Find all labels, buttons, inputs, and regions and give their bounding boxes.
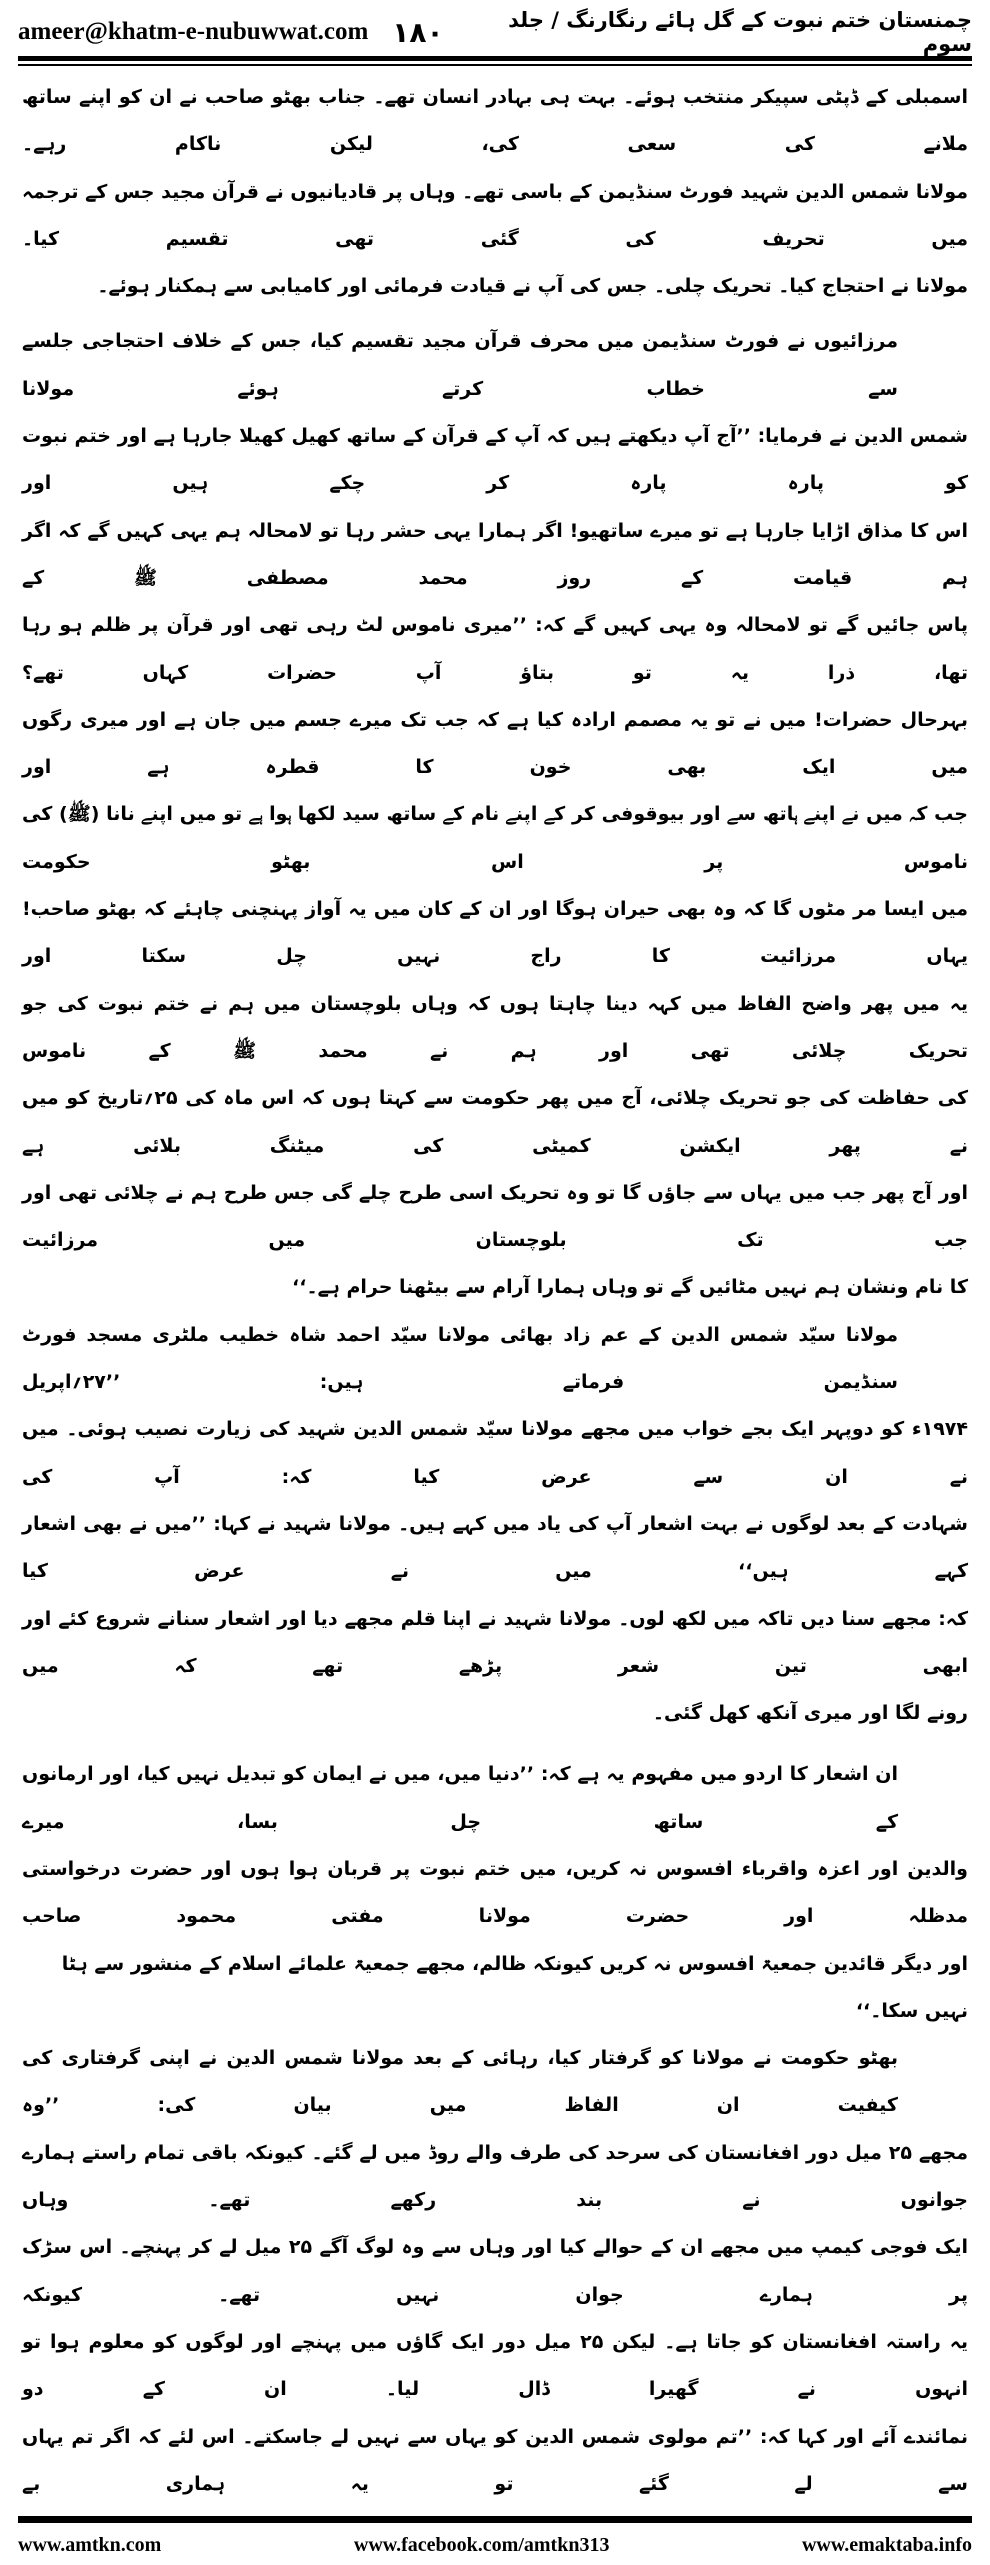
text-line: اسمبلی کے ڈپٹی سپیکر منتخب ہوئے۔ بہت ہی بہادر انسان تھے۔ جناب بھٹو صاحب نے ان کو اپنے ساتھ ملانے کی سعی کی، لیکن ناکام رہے۔ bbox=[22, 86, 968, 156]
text-line: اور دیگر قائدین جمعیۃ افسوس نہ کریں کیونکہ ظالم، مجھے جمعیۃ علمائے اسلام کے منشور سے ہٹا نہیں سکا۔‘‘ bbox=[61, 1952, 968, 2022]
text-line: کا نام ونشان ہم نہیں مٹائیں گے تو وہاں ہمارا آرام سے بیٹھنا حرام ہے۔‘‘ bbox=[292, 1276, 968, 1299]
text-line: مولانا نے احتجاج کیا۔ تحریک چلی۔ جس کی آپ نے قیادت فرمائی اور کامیابی سے ہمکنار ہوئے۔ bbox=[97, 275, 968, 298]
text-line: جب کہ میں نے اپنے ہاتھ سے اور بیوقوفی کر کے اپنے نام کے ساتھ سید لکھا ہوا ہے تو میں اپنے نانا (ﷺ) کی ناموس پر اس بھٹو حکومت bbox=[22, 803, 968, 873]
text-line: کی حفاظت کی جو تحریک چلائی، آج میں پھر حکومت سے کہتا ہوں کہ اس ماہ کی ۲۵؍تاریخ کو میں نے پھر ایکشن کمیٹی کی میٹنگ بلائی ہے bbox=[22, 1087, 968, 1157]
text-line: نمائندے آئے اور کہا کہ: ’’تم مولوی شمس الدین کو یہاں سے نہیں لے جاسکتے۔ اس لئے کہ اگر تم یہاں سے لے گئے تو یہ ہماری بے bbox=[22, 2425, 968, 2495]
text-line: اور آج پھر جب میں یہاں سے جاؤں گا تو وہ تحریک اسی طرح چلے گی جس طرح ہم نے چلائی تھی اور جب تک بلوچستان میں مرزائیت bbox=[22, 1181, 968, 1252]
text-line: مولانا سیّد شمس الدین کے عم زاد بھائی مولانا سیّد احمد شاہ خطیب ملٹری مسجد فورٹ سنڈیمن فرماتے ہیں: ’’۲۷؍اپریل bbox=[22, 1323, 898, 1394]
footer-link-facebook[interactable]: www.facebook.com/amtkn313 bbox=[353, 2533, 610, 2556]
header-rule-thick bbox=[18, 56, 972, 61]
text-line: مولانا شمس الدین شہید فورٹ سنڈیمن کے باسی تھے۔ وہاں پر قادیانیوں نے قرآن مجید جس کے ترجمہ میں تحریف کی گئی تھی تقسیم کیا۔ bbox=[22, 180, 968, 250]
footer-link-emaktaba[interactable]: www.emaktaba.info bbox=[801, 2533, 972, 2556]
page-footer bbox=[18, 2531, 972, 2559]
text-line: ان اشعار کا اردو میں مفہوم یہ ہے کہ: ’’دنیا میں، میں نے ایمان کو تبدیل نہیں کیا، اور ارمانوں کے ساتھ چل بسا، میرے bbox=[22, 1763, 898, 1833]
text-line: اس کا مذاق اڑایا جارہا ہے تو میرے ساتھیو! اگر ہمارا یہی حشر رہا تو لامحالہ ہم یہی کہیں گے کہ اگر ہم قیامت کے روز محمد مصطفی ﷺ کے bbox=[22, 519, 968, 589]
text-line: والدین اور اعزہ واقرباء افسوس نہ کریں، میں ختم نبوت پر قربان ہوا ہوں اور حضرت درخواستی مدظلہ اور حضرت مولانا مفتی محمود صاحب bbox=[22, 1857, 968, 1928]
book-title: چمنستان ختم نبوت کے گل ہائے رنگارنگ / جلد سوم bbox=[508, 8, 972, 56]
text-line: پاس جائیں گے تو لامحالہ وہ یہی کہیں گے کہ: ’’میری ناموس لٹ رہی تھی اور قرآن پر ظلم ہو رہا تھا، ذرا یہ تو بتاؤ آپ حضرات کہاں تھے؟ bbox=[22, 614, 968, 684]
header-email: ameer@khatm-e-nubuwwat.com bbox=[18, 18, 369, 45]
text-line: یہ راستہ افغانستان کو جاتا ہے۔ لیکن ۲۵ میل دور ایک گاؤں میں پہنچے اور لوگوں کو معلوم ہوا تو انہوں نے گھیرا ڈال لیا۔ ان کے دو bbox=[22, 2330, 969, 2401]
text-line: یہ میں پھر واضح الفاظ میں کہہ دینا چاہتا ہوں کہ وہاں بلوچستان میں ہم نے ختم نبوت کی جو تحریک چلائی تھی اور ہم نے محمد ﷺ کے ناموس bbox=[22, 992, 968, 1062]
text-line: ۱۹۷۴ء کو دوپہر ایک بجے خواب میں مجھے مولانا سیّد شمس الدین شہید کی زیارت نصیب ہوئی۔ میں نے ان سے عرض کیا کہ: آپ کی bbox=[22, 1418, 968, 1488]
page-number: ۱۸۰ bbox=[392, 15, 444, 49]
text-line: کہ: مجھے سنا دیں تاکہ میں لکھ لوں۔ مولانا شہید نے اپنا قلم مجھے دیا اور اشعار سنانے شروع کئے اور ابھی تین شعر پڑھے تھے کہ میں bbox=[22, 1607, 968, 1677]
footer-link-amtkn[interactable]: www.amtkn.com bbox=[18, 2533, 162, 2556]
text-line: بھٹو حکومت نے مولانا کو گرفتار کیا، رہائی کے بعد مولانا شمس الدین نے اپنی گرفتاری کی کیفیت ان الفاظ میں بیان کی: ’’وہ bbox=[22, 2047, 898, 2117]
header-rule-thin bbox=[18, 64, 972, 66]
page-header bbox=[18, 8, 972, 56]
text-line: مرزائیوں نے فورٹ سنڈیمن میں محرف قرآن مجید تقسیم کیا، جس کے خلاف احتجاجی جلسے سے خطاب کرتے ہوئے مولانا bbox=[22, 330, 898, 400]
footer-rule bbox=[18, 2516, 972, 2523]
page-body bbox=[18, 74, 972, 2508]
text-line: ایک فوجی کیمپ میں مجھے ان کے حوالے کیا اور وہاں سے وہ لوگ آگے ۲۵ میل لے کر پہنچے۔ اس سڑک پر ہمارے جوان نہیں تھے۔ کیونکہ bbox=[22, 2236, 968, 2306]
text-line: شمس الدین نے فرمایا: ’’آج آپ دیکھتے ہیں کہ آپ کے قرآن کے ساتھ کھیل کھیلا جارہا ہے اور ختم نبوت کو پارہ پارہ کر چکے ہیں اور bbox=[22, 425, 968, 495]
text-line: میں ایسا مر مٹوں گا کہ وہ بھی حیران ہوگا اور ان کے کان میں یہ آواز پہنچنی چاہئے کہ بھٹو صاحب! یہاں مرزائیت کا راج نہیں چل سکتا اور bbox=[22, 898, 968, 968]
text-line: مجھے ۲۵ میل دور افغانستان کی سرحد کی طرف والے روڈ میں لے گئے۔ کیونکہ باقی تمام راستے ہمارے جوانوں نے بند رکھے تھے۔ وہاں bbox=[22, 2141, 968, 2212]
text-line: بہرحال حضرات! میں نے تو یہ مصمم ارادہ کیا ہے کہ جب تک میرے جسم میں جان ہے اور میری رگوں میں ایک بھی خون کا قطرہ ہے اور bbox=[22, 708, 968, 779]
text-line: شہادت کے بعد لوگوں نے بہت اشعار آپ کی یاد میں کہے ہیں۔ مولانا شہید نے کہا: ’’میں نے بھی اشعار کہے ہیں‘‘ میں نے عرض کیا bbox=[22, 1512, 968, 1583]
text-line: رونے لگا اور میری آنکھ کھل گئی۔ bbox=[652, 1702, 968, 1725]
